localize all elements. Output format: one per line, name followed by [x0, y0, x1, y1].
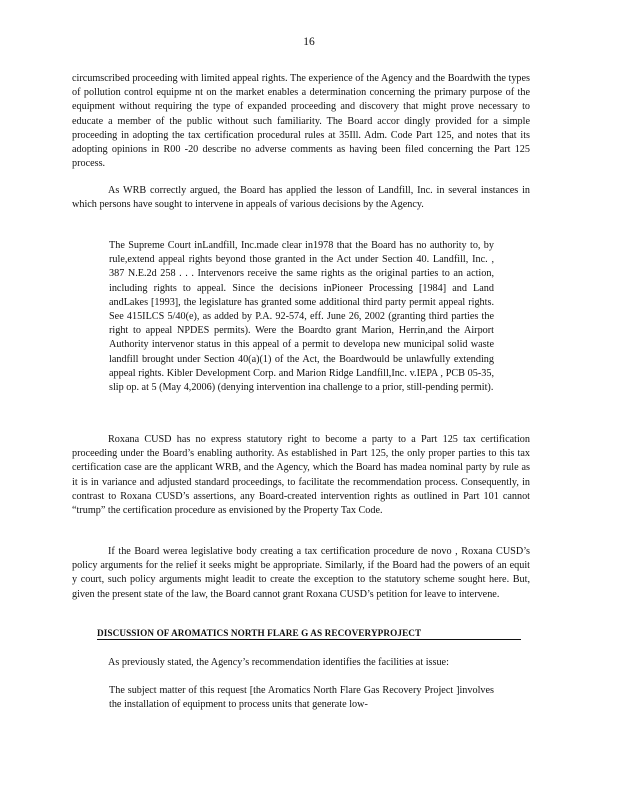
page-number: 16 — [303, 36, 315, 48]
block-quote-2: The subject matter of this request [the Aromatics North Flare Gas Recovery Project ]involves the installation of equipment to process units that generate low- — [109, 685, 494, 711]
section-heading: DISCUSSION OF AROMATICS NORTH FLARE G AS RECOVERYPROJECT — [97, 628, 521, 640]
paragraph-3: Roxana CUSD has no express statutory right to become a party to a Part 125 tax certification proceeding under the Board’s enabling authority. As established in Part 125, the only proper parties to this tax certification case are the applicant WRB, and the Agency, which the Board has madea nominal party by rule as it is in variance and adjusted standard proceedings, to facilitate the recommendation process. Consequently, in contrast to Roxana CUSD’s assertions, any Board-created intervention rights as outlined in Part 101 cannot “trump” the certification procedure as envisioned by the Property Tax Code. — [72, 434, 530, 517]
paragraph-1: circumscribed proceeding with limited appeal rights. The experience of the Agency and the Boardwith the types of pollution control equipme nt on the market enables a determination concerning the primary purpose of the equipment without requiring the type of expanded proceeding and discovery that might prove necessary to educate a member of the public without such familiarity. The Board accor dingly provided for a simple proceeding in adopting the tax certification procedural rules at 35Ill. Adm. Code Part 125, and notes that its adopting opinions in R00 -20 describe no adverse comments as having been filed concerning the Part 125 process. — [72, 73, 530, 170]
paragraph-4: If the Board werea legislative body creating a tax certification procedure de novo , Roxana CUSD’s policy arguments for the relief it seeks might be appropriate. Similarly, if the Board had the powers of an equit y court, such policy arguments might leadit to create the exception to the statutory scheme sought here. But, given the present state of the law, the Board cannot grant Roxana CUSD’s petition for leave to intervene. — [72, 546, 530, 600]
paragraph-2: As WRB correctly argued, the Board has applied the lesson of Landfill, Inc. in several instances in which persons have sought to intervene in appeals of various decisions by the Agency. — [72, 185, 530, 211]
block-quote-1: The Supreme Court inLandfill, Inc.made clear in1978 that the Board has no authority to, by rule,extend appeal rights beyond those granted in the Act under Section 40. Landfill, Inc. , 387 N.E.2d 258 . . . Intervenors receive the same rights as the original parties to an action, including rights to appeal. Since the decisions inPioneer Processing [1984] and Land andLakes [1993], the legislature has granted some additional third party permit appeal rights. See 415ILCS 5/40(e), as added by P.A. 92-574, eff. June 26, 2002 (granting third parties the right to appeal NPDES permits). Were the Boardto grant Marion, Herrin,and the Airport Authority intervenor status in this appeal of a permit to developa new municipal solid waste landfill brought under Section 40(a)(1) of the Act, the Boardwould be unlawfully extending appeal rights. Kibler Development Corp. and Marion Ridge Landfill,Inc. v.IEPA , PCB 05-35, slip op. at 5 (May 4,2006) (denying intervention ina challenge to a prior, still-pending permit). — [109, 240, 494, 394]
paragraph-5: As previously stated, the Agency’s recommendation identifies the facilities at issue: — [108, 657, 449, 668]
